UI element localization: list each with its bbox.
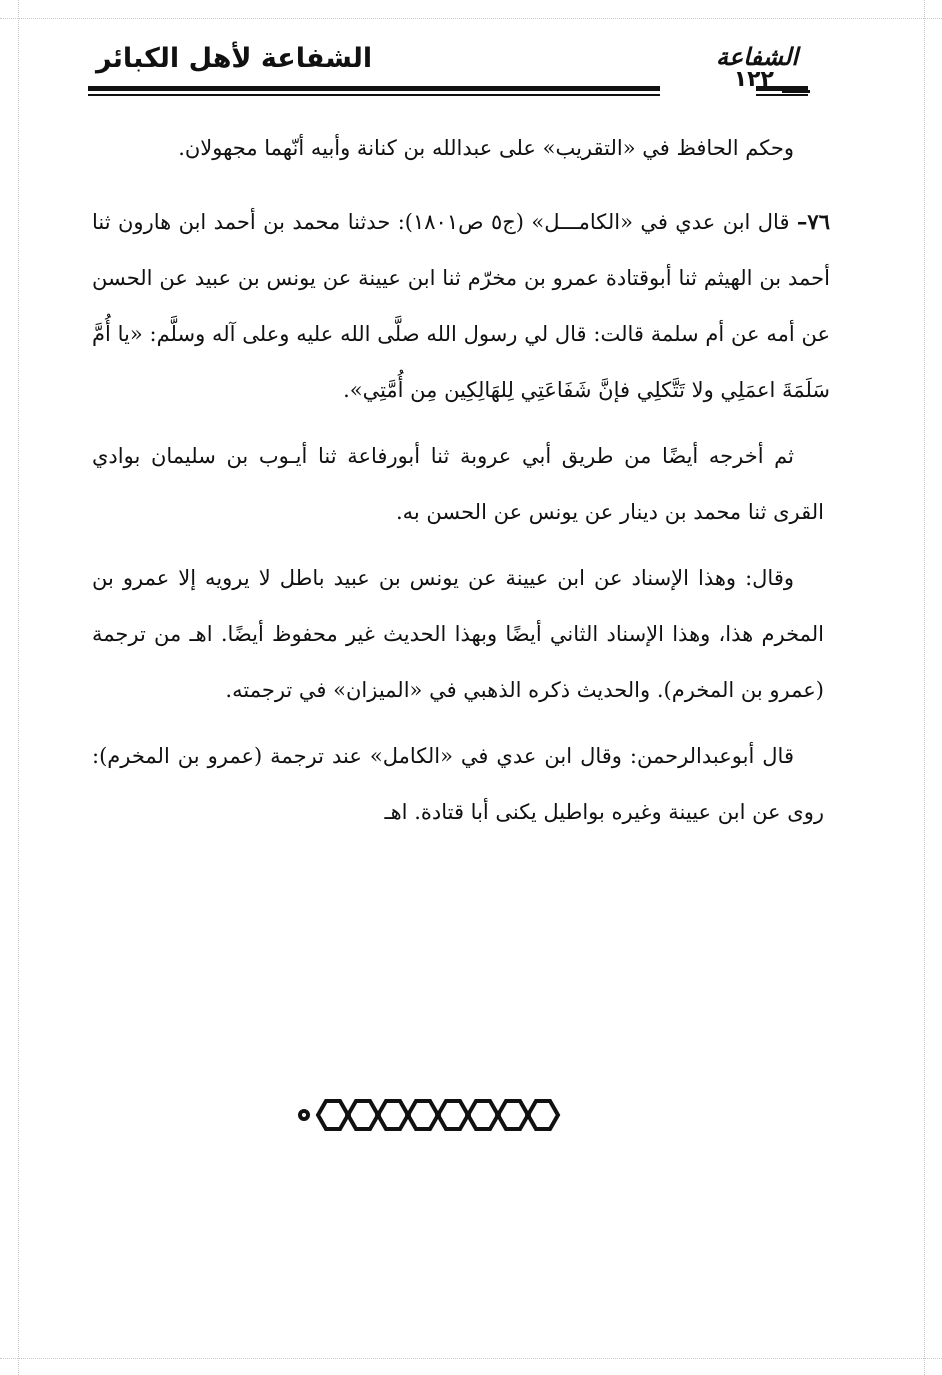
ornament-hexagon [468,1101,498,1129]
paragraph-text: قال ابن عدي في «الكامـــل» (ج٥ ص١٨٠١): حدثنا محمد بن أحمد ابن هارون ثنا أحمد بن الهيثم ثنا أبوقتادة عمرو بن مخرّم ثنا ابن عيينة عن يونس بن عبيد عن الحسن عن أمه عن أم سلمة قالت: قال لي رسول الله صلَّى الله عليه وعلى آله وسلَّم: «يا أُمَّ سَلَمَةَ اعمَلِي ولا تَتَّكلِي فإنَّ شَفَاعَتِي لِلهَالِكِين مِن أُمَّتِي». [92,210,830,402]
paragraph [92,550,824,718]
ornament-hexagon [438,1101,468,1129]
paragraph [92,428,824,540]
ornament-joint [345,1112,351,1118]
ornament-dot [300,1111,308,1119]
ornament-hexagon [408,1101,438,1129]
series-logo: الشفاعة [715,42,798,71]
ornament-joint [465,1112,471,1118]
scan-guide-line [0,18,942,19]
paragraph [92,120,824,176]
hadith-entry [92,194,830,418]
paragraph-text: وحكم الحافظ في «التقريب» على عبدالله بن كنانة وأبيه أنّهما مجهولان. [178,136,794,160]
ornament-hexagon [528,1101,558,1129]
ornament-joint [525,1112,531,1118]
body-text [92,120,830,850]
book-title: الشفاعة لأهل الكبائر [96,43,373,74]
header-rule-stub [782,90,810,93]
ornament-hexagon [378,1101,408,1129]
page-number: ١٢٢ [733,67,774,92]
ornament-hexagon [318,1101,348,1129]
paragraph-text: قال أبوعبدالرحمن: وقال ابن عدي في «الكامل» عند ترجمة (عمرو بن المخرم): روى عن ابن عيينة وغيره بواطيل يكنى أبا قتادة. اهـ [92,744,824,824]
ornament-hexagon [348,1101,378,1129]
ornament-joint [435,1112,441,1118]
scan-guide-line [0,1358,942,1359]
scan-guide-line [18,0,19,1375]
scan-guide-line [924,0,925,1375]
ornament-joint [495,1112,501,1118]
closing-ornament [296,1090,564,1140]
ornament-joint [375,1112,381,1118]
running-header [88,42,808,102]
paragraph-text: وقال: وهذا الإسناد عن ابن عيينة عن يونس بن عبيد باطل لا يرويه إلا عمرو بن المخرم هذا، وهذا الإسناد الثاني أيضًا وبهذا الحديث غير محفوظ أيضًا. اهـ من ترجمة (عمرو بن المخرم). والحديث ذكره الذهبي في «الميزان» في ترجمته. [92,566,824,702]
paragraph [92,728,824,840]
ornament-hexagon [498,1101,528,1129]
ornament-joint [405,1112,411,1118]
paragraph-text: ثم أخرجه أيضًا من طريق أبي عروبة ثنا أبورفاعة ثنا أيـوب بن سليمان بوادي القرى ثنا محمد بن دينار عن يونس عن الحسن به. [92,444,824,524]
hadith-number: ٧٦– [796,209,830,234]
